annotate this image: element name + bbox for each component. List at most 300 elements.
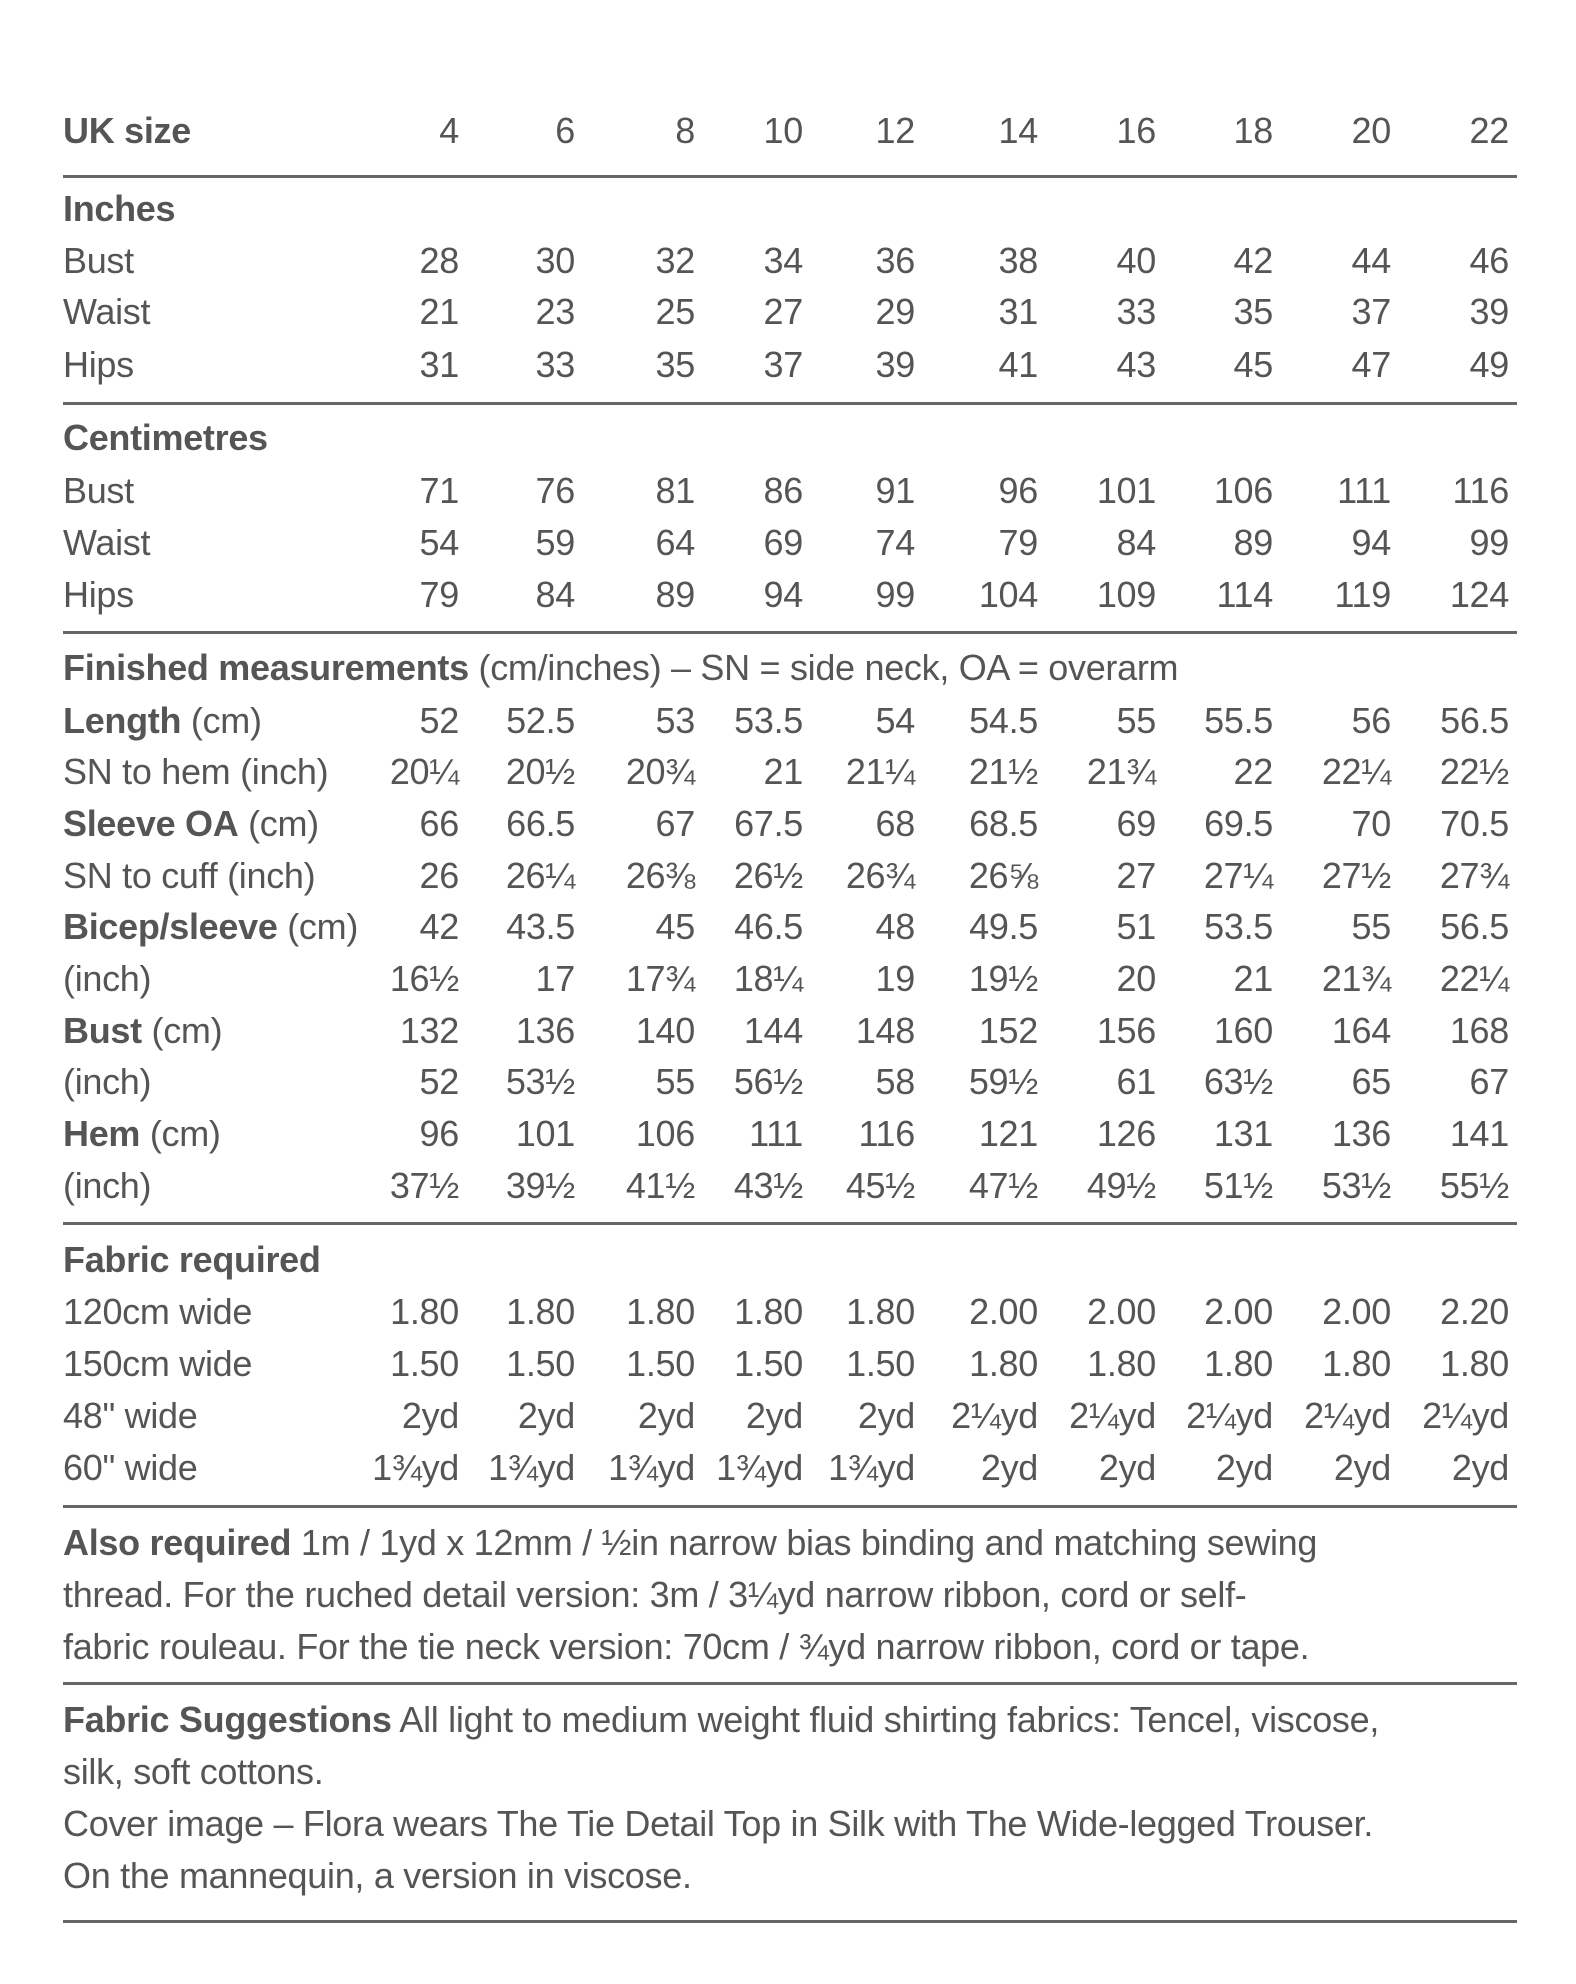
cell-value: 116	[1452, 470, 1509, 511]
cell-value: 96	[998, 470, 1038, 511]
cell-value: 42	[419, 906, 459, 947]
cell-value: 56½	[733, 1061, 803, 1102]
row-label: Centimetres	[63, 417, 268, 458]
cell-value: 37	[1351, 291, 1391, 332]
finished-title-bold: Finished measurements	[63, 647, 469, 688]
cell-value: 64	[655, 522, 695, 563]
cell-value: 71	[419, 470, 459, 511]
cell-value: 101	[515, 1113, 575, 1154]
row-label: 120cm wide	[63, 1291, 253, 1332]
cell-value: 106	[1213, 470, 1273, 511]
cell-value: 14	[998, 110, 1038, 151]
cell-value: 156	[1096, 1010, 1156, 1051]
cell-value: 46.5	[734, 906, 803, 947]
cell-value: 37	[763, 344, 803, 385]
cell-value: 2.00	[1322, 1291, 1391, 1332]
cell-value: 2yd	[745, 1395, 803, 1436]
cell-value: 35	[655, 344, 695, 385]
cell-value: 56.5	[1440, 906, 1509, 947]
paragraph-text: Cover image – Flora wears The Tie Detail Top in Silk with The Wide-legged Trouser.	[63, 1803, 1374, 1844]
row-label	[63, 695, 262, 747]
cell-value: 59	[535, 522, 575, 563]
cell-value: 22¼	[1439, 958, 1509, 999]
cell-value: 30	[535, 240, 575, 281]
cell-value: 26	[419, 855, 459, 896]
cell-value: 54	[875, 700, 915, 741]
fabric-suggestions-line	[63, 1798, 1523, 1850]
cell-value: 1.80	[734, 1291, 803, 1332]
cell-value: 25	[655, 291, 695, 332]
cell-value: 89	[655, 574, 695, 615]
table-row	[63, 953, 1517, 1005]
cell-value: 20¾	[625, 751, 695, 792]
cell-value: 99	[1469, 522, 1509, 563]
divider	[63, 175, 1517, 178]
cell-value: 21	[419, 291, 459, 332]
cell-value: 65	[1351, 1061, 1391, 1102]
section-title-finished	[63, 642, 1517, 694]
cell-value: 1.50	[506, 1343, 575, 1384]
row-label-unit: SN to hem (inch)	[63, 751, 329, 792]
row-label-unit: (cm)	[181, 700, 262, 741]
cell-value: 58	[875, 1061, 915, 1102]
row-label: Inches	[63, 188, 176, 229]
row-label-unit: (cm)	[140, 1113, 221, 1154]
divider	[63, 1505, 1517, 1508]
cell-value: 2.20	[1440, 1291, 1509, 1332]
row-label-unit: (inch)	[63, 958, 152, 999]
cell-value: 17¾	[625, 958, 695, 999]
cell-value: 45	[1233, 344, 1273, 385]
cell-value: 140	[635, 1010, 695, 1051]
cell-value: 22½	[1439, 751, 1509, 792]
paragraph-text: All light to medium weight fluid shirting fabrics: Tencel, viscose,	[391, 1699, 1380, 1740]
cell-value: 1.80	[1087, 1343, 1156, 1384]
paragraph-text: silk, soft cottons.	[63, 1751, 324, 1792]
cell-value: 21	[763, 751, 803, 792]
cell-value: 2yd	[1333, 1447, 1391, 1488]
cell-value: 132	[399, 1010, 459, 1051]
also-required-line	[63, 1517, 1523, 1569]
cell-value: 38	[998, 240, 1038, 281]
cell-value: 86	[763, 470, 803, 511]
paragraph-text: On the mannequin, a version in viscose.	[63, 1855, 692, 1896]
table-row	[63, 1442, 1517, 1494]
cell-value: 17	[535, 958, 575, 999]
row-label: Bust	[63, 470, 134, 511]
paragraph-text: 1m / 1yd x 12mm / ½in narrow bias binding and matching sewing	[291, 1522, 1318, 1563]
cell-value: 67.5	[734, 803, 803, 844]
cell-value: 44	[1351, 240, 1391, 281]
cell-value: 46	[1469, 240, 1509, 281]
cell-value: 27	[763, 291, 803, 332]
cell-value: 47½	[968, 1165, 1038, 1206]
cell-value: 76	[535, 470, 575, 511]
table-row	[63, 569, 1517, 621]
row-label: Waist	[63, 522, 151, 563]
cell-value: 68.5	[969, 803, 1038, 844]
cell-value: 114	[1216, 574, 1273, 615]
cell-value: 16½	[389, 958, 459, 999]
cell-value: 2yd	[1215, 1447, 1273, 1488]
cell-value: 144	[743, 1010, 803, 1051]
cell-value: 106	[635, 1113, 695, 1154]
row-label: Waist	[63, 291, 151, 332]
table-row	[63, 286, 1517, 338]
cell-value: 124	[1449, 574, 1509, 615]
row-label: 150cm wide	[63, 1343, 253, 1384]
cell-value: 1¾yd	[608, 1447, 695, 1488]
cell-value: 21¾	[1321, 958, 1391, 999]
cell-value: 99	[875, 574, 915, 615]
cell-value: 1¾yd	[488, 1447, 575, 1488]
fabric-suggestions-line	[63, 1694, 1523, 1746]
cell-value: 27¼	[1203, 855, 1273, 896]
table-row	[63, 1338, 1517, 1390]
row-label-bold: Hem	[63, 1113, 141, 1154]
cell-value: 53.5	[1204, 906, 1273, 947]
cell-value: 45	[655, 906, 695, 947]
fabric-suggestions-line	[63, 1850, 1523, 1902]
cell-value: 52	[419, 700, 459, 741]
cell-value: 2.00	[1204, 1291, 1273, 1332]
cell-value: 96	[419, 1113, 459, 1154]
cell-value: 2yd	[980, 1447, 1038, 1488]
cell-value: 26⅝	[968, 855, 1038, 896]
table-row	[63, 1160, 1517, 1212]
cell-value: 1.80	[626, 1291, 695, 1332]
cell-value: 148	[855, 1010, 915, 1051]
cell-value: 26¼	[505, 855, 575, 896]
cell-value: 63½	[1203, 1061, 1273, 1102]
cell-value: 43.5	[506, 906, 575, 947]
cell-value: 18	[1233, 110, 1273, 151]
table-row	[63, 1108, 1517, 1160]
cell-value: 91	[875, 470, 915, 511]
table-row	[63, 235, 1517, 287]
cell-value: 164	[1331, 1010, 1391, 1051]
paragraph-heading: Fabric Suggestions	[63, 1699, 392, 1740]
cell-value: 66	[419, 803, 459, 844]
table-row	[63, 850, 1517, 902]
divider	[63, 1920, 1517, 1923]
row-label	[63, 1005, 222, 1057]
row-label	[63, 901, 358, 953]
row-label-bold: Length	[63, 700, 182, 741]
cell-value: 2¼yd	[951, 1395, 1038, 1436]
also-required-line	[63, 1621, 1523, 1673]
cell-value: 19½	[968, 958, 1038, 999]
cell-value: 51	[1116, 906, 1156, 947]
cell-value: 2.00	[969, 1291, 1038, 1332]
cell-value: 53	[655, 700, 695, 741]
cell-value: 1.50	[390, 1343, 459, 1384]
row-label	[63, 1108, 221, 1160]
cell-value: 49.5	[969, 906, 1038, 947]
cell-value: 119	[1334, 574, 1391, 615]
divider	[63, 402, 1517, 405]
cell-value: 52.5	[506, 700, 575, 741]
row-label	[63, 746, 328, 798]
cell-value: 2yd	[857, 1395, 915, 1436]
cell-value: 49½	[1086, 1165, 1156, 1206]
cell-value: 53½	[1321, 1165, 1391, 1206]
cell-value: 152	[978, 1010, 1038, 1051]
section-title-fabric	[63, 1234, 1517, 1286]
cell-value: 84	[1116, 522, 1156, 563]
cell-value: 34	[763, 240, 803, 281]
finished-title-note: (cm/inches) – SN = side neck, OA = overarm	[468, 647, 1179, 688]
cell-value: 36	[875, 240, 915, 281]
cell-value: 109	[1096, 574, 1156, 615]
table-row	[63, 465, 1517, 517]
row-label	[63, 798, 319, 850]
cell-value: 31	[419, 344, 459, 385]
cell-value: 54.5	[969, 700, 1038, 741]
cell-value: 79	[998, 522, 1038, 563]
cell-value: 1.50	[846, 1343, 915, 1384]
cell-value: 2¼yd	[1069, 1395, 1156, 1436]
finished-title	[63, 642, 1178, 694]
row-label	[63, 850, 315, 902]
cell-value: 84	[535, 574, 575, 615]
table-row	[63, 1390, 1517, 1442]
cell-value: 55.5	[1204, 700, 1273, 741]
also-required-line	[63, 1569, 1523, 1621]
cell-value: 67	[655, 803, 695, 844]
cell-value: 101	[1096, 470, 1156, 511]
table-row	[63, 1286, 1517, 1338]
cell-value: 33	[1116, 291, 1156, 332]
cell-value: 126	[1096, 1113, 1156, 1154]
paragraph-text: fabric rouleau. For the tie neck version: 70cm / ¾yd narrow ribbon, cord or tape.	[63, 1626, 1310, 1667]
cell-value: 2¼yd	[1422, 1395, 1509, 1436]
table-row	[63, 517, 1517, 569]
row-label: 48" wide	[63, 1395, 198, 1436]
cell-value: 21¾	[1086, 751, 1156, 792]
cell-value: 160	[1213, 1010, 1273, 1051]
cell-value: 45½	[845, 1165, 915, 1206]
cell-value: 68	[875, 803, 915, 844]
fabric-suggestions-line	[63, 1746, 1523, 1798]
cell-value: 53½	[505, 1061, 575, 1102]
cell-value: 42	[1233, 240, 1273, 281]
section-title-inches	[63, 183, 1517, 235]
cell-value: 43	[1116, 344, 1156, 385]
cell-value: 2yd	[401, 1395, 459, 1436]
cell-value: 1.80	[1440, 1343, 1509, 1384]
cell-value: 51½	[1203, 1165, 1273, 1206]
cell-value: 8	[675, 110, 695, 151]
cell-value: 43½	[733, 1165, 803, 1206]
cell-value: 31	[998, 291, 1038, 332]
row-label-unit: SN to cuff (inch)	[63, 855, 316, 896]
cell-value: 1.80	[1322, 1343, 1391, 1384]
cell-value: 32	[655, 240, 695, 281]
cell-value: 111	[749, 1113, 803, 1154]
cell-value: 1.80	[846, 1291, 915, 1332]
cell-value: 41½	[625, 1165, 695, 1206]
cell-value: 21¼	[845, 751, 915, 792]
cell-value: 54	[419, 522, 459, 563]
cell-value: 70.5	[1440, 803, 1509, 844]
divider	[63, 1222, 1517, 1225]
cell-value: 26⅜	[625, 855, 695, 896]
cell-value: 89	[1233, 522, 1273, 563]
cell-value: 81	[655, 470, 695, 511]
row-label-unit: (cm)	[238, 803, 319, 844]
table-row	[63, 695, 1517, 747]
cell-value: 26¾	[845, 855, 915, 896]
cell-value: 168	[1449, 1010, 1509, 1051]
cell-value: 131	[1213, 1113, 1273, 1154]
divider	[63, 631, 1517, 634]
cell-value: 22	[1233, 751, 1273, 792]
cell-value: 20	[1351, 110, 1391, 151]
cell-value: 66.5	[506, 803, 575, 844]
cell-value: 22	[1469, 110, 1509, 151]
cell-value: 35	[1233, 291, 1273, 332]
cell-value: 40	[1116, 240, 1156, 281]
cell-value: 1.80	[390, 1291, 459, 1332]
cell-value: 141	[1449, 1113, 1509, 1154]
cell-value: 29	[875, 291, 915, 332]
cell-value: 121	[978, 1113, 1038, 1154]
cell-value: 111	[1337, 470, 1391, 511]
cell-value: 48	[875, 906, 915, 947]
cell-value: 1.80	[506, 1291, 575, 1332]
row-label-bold: Sleeve OA	[63, 803, 239, 844]
row-label-unit: (cm)	[277, 906, 359, 947]
cell-value: 39	[875, 344, 915, 385]
row-label: Bust	[63, 240, 134, 281]
cell-value: 47	[1351, 344, 1391, 385]
size-header-row	[63, 105, 1517, 157]
row-label-unit: (inch)	[63, 1165, 152, 1206]
cell-value: 55½	[1439, 1165, 1509, 1206]
cell-value: 116	[858, 1113, 915, 1154]
cell-value: 67	[1469, 1061, 1509, 1102]
row-label: 60" wide	[63, 1447, 198, 1488]
cell-value: 1¾yd	[372, 1447, 459, 1488]
cell-value: 1¾yd	[828, 1447, 915, 1488]
cell-value: 19	[875, 958, 915, 999]
cell-value: 1¾yd	[716, 1447, 803, 1488]
cell-value: 26½	[733, 855, 803, 896]
cell-value: 69	[763, 522, 803, 563]
cell-value: 10	[763, 110, 803, 151]
cell-value: 16	[1116, 110, 1156, 151]
table-row	[63, 746, 1517, 798]
table-row	[63, 1056, 1517, 1108]
cell-value: 56	[1351, 700, 1391, 741]
cell-value: 20	[1116, 958, 1156, 999]
cell-value: 2yd	[1451, 1447, 1509, 1488]
paragraph-heading: Also required	[63, 1522, 292, 1563]
table-row	[63, 1005, 1517, 1057]
paragraph-text: thread. For the ruched detail version: 3m / 3¼yd narrow ribbon, cord or self-	[63, 1574, 1247, 1615]
cell-value: 27¾	[1439, 855, 1509, 896]
cell-value: 39½	[505, 1165, 575, 1206]
cell-value: 21½	[968, 751, 1038, 792]
row-label-unit: (cm)	[141, 1010, 223, 1051]
cell-value: 2yd	[1098, 1447, 1156, 1488]
cell-value: 94	[763, 574, 803, 615]
cell-value: 136	[515, 1010, 575, 1051]
cell-value: 20½	[505, 751, 575, 792]
cell-value: 41	[998, 344, 1038, 385]
cell-value: 37½	[389, 1165, 459, 1206]
table-row	[63, 901, 1517, 953]
cell-value: 74	[875, 522, 915, 563]
cell-value: 39	[1469, 291, 1509, 332]
divider	[63, 1682, 1517, 1685]
cell-value: 27	[1116, 855, 1156, 896]
cell-value: 52	[419, 1061, 459, 1102]
cell-value: 69.5	[1204, 803, 1273, 844]
cell-value: 28	[419, 240, 459, 281]
cell-value: 1.50	[626, 1343, 695, 1384]
cell-value: 53.5	[734, 700, 803, 741]
row-label	[63, 1160, 151, 1212]
cell-value: 4	[439, 110, 459, 151]
cell-value: 61	[1116, 1061, 1156, 1102]
cell-value: 2yd	[517, 1395, 575, 1436]
cell-value: 2¼yd	[1186, 1395, 1273, 1436]
cell-value: 27½	[1321, 855, 1391, 896]
cell-value: 1.80	[1204, 1343, 1273, 1384]
row-label-bold: Bust	[63, 1010, 142, 1051]
cell-value: 6	[555, 110, 575, 151]
cell-value: 2.00	[1087, 1291, 1156, 1332]
row-label: UK size	[63, 110, 191, 151]
cell-value: 2¼yd	[1304, 1395, 1391, 1436]
row-label: Hips	[63, 574, 134, 615]
cell-value: 1.80	[969, 1343, 1038, 1384]
section-title-centimetres	[63, 412, 1517, 464]
cell-value: 94	[1351, 522, 1391, 563]
cell-value: 55	[655, 1061, 695, 1102]
cell-value: 33	[535, 344, 575, 385]
cell-value: 55	[1351, 906, 1391, 947]
cell-value: 69	[1116, 803, 1156, 844]
cell-value: 49	[1469, 344, 1509, 385]
cell-value: 23	[535, 291, 575, 332]
row-label-unit: (inch)	[63, 1061, 152, 1102]
table-row	[63, 798, 1517, 850]
cell-value: 55	[1116, 700, 1156, 741]
also-required	[63, 1517, 1523, 1673]
cell-value: 12	[875, 110, 915, 151]
table-row	[63, 339, 1517, 391]
cell-value: 1.50	[734, 1343, 803, 1384]
fabric-suggestions	[63, 1694, 1523, 1902]
cell-value: 22¼	[1321, 751, 1391, 792]
row-label	[63, 953, 151, 1005]
cell-value: 79	[419, 574, 459, 615]
row-label-bold: Bicep/sleeve	[63, 906, 278, 947]
cell-value: 70	[1351, 803, 1391, 844]
cell-value: 20¼	[389, 751, 459, 792]
cell-value: 59½	[968, 1061, 1038, 1102]
cell-value: 2yd	[637, 1395, 695, 1436]
row-label: Hips	[63, 344, 134, 385]
row-label: Fabric required	[63, 1239, 321, 1280]
cell-value: 21	[1233, 958, 1273, 999]
row-label	[63, 1056, 151, 1108]
cell-value: 18¼	[733, 958, 803, 999]
cell-value: 104	[978, 574, 1038, 615]
